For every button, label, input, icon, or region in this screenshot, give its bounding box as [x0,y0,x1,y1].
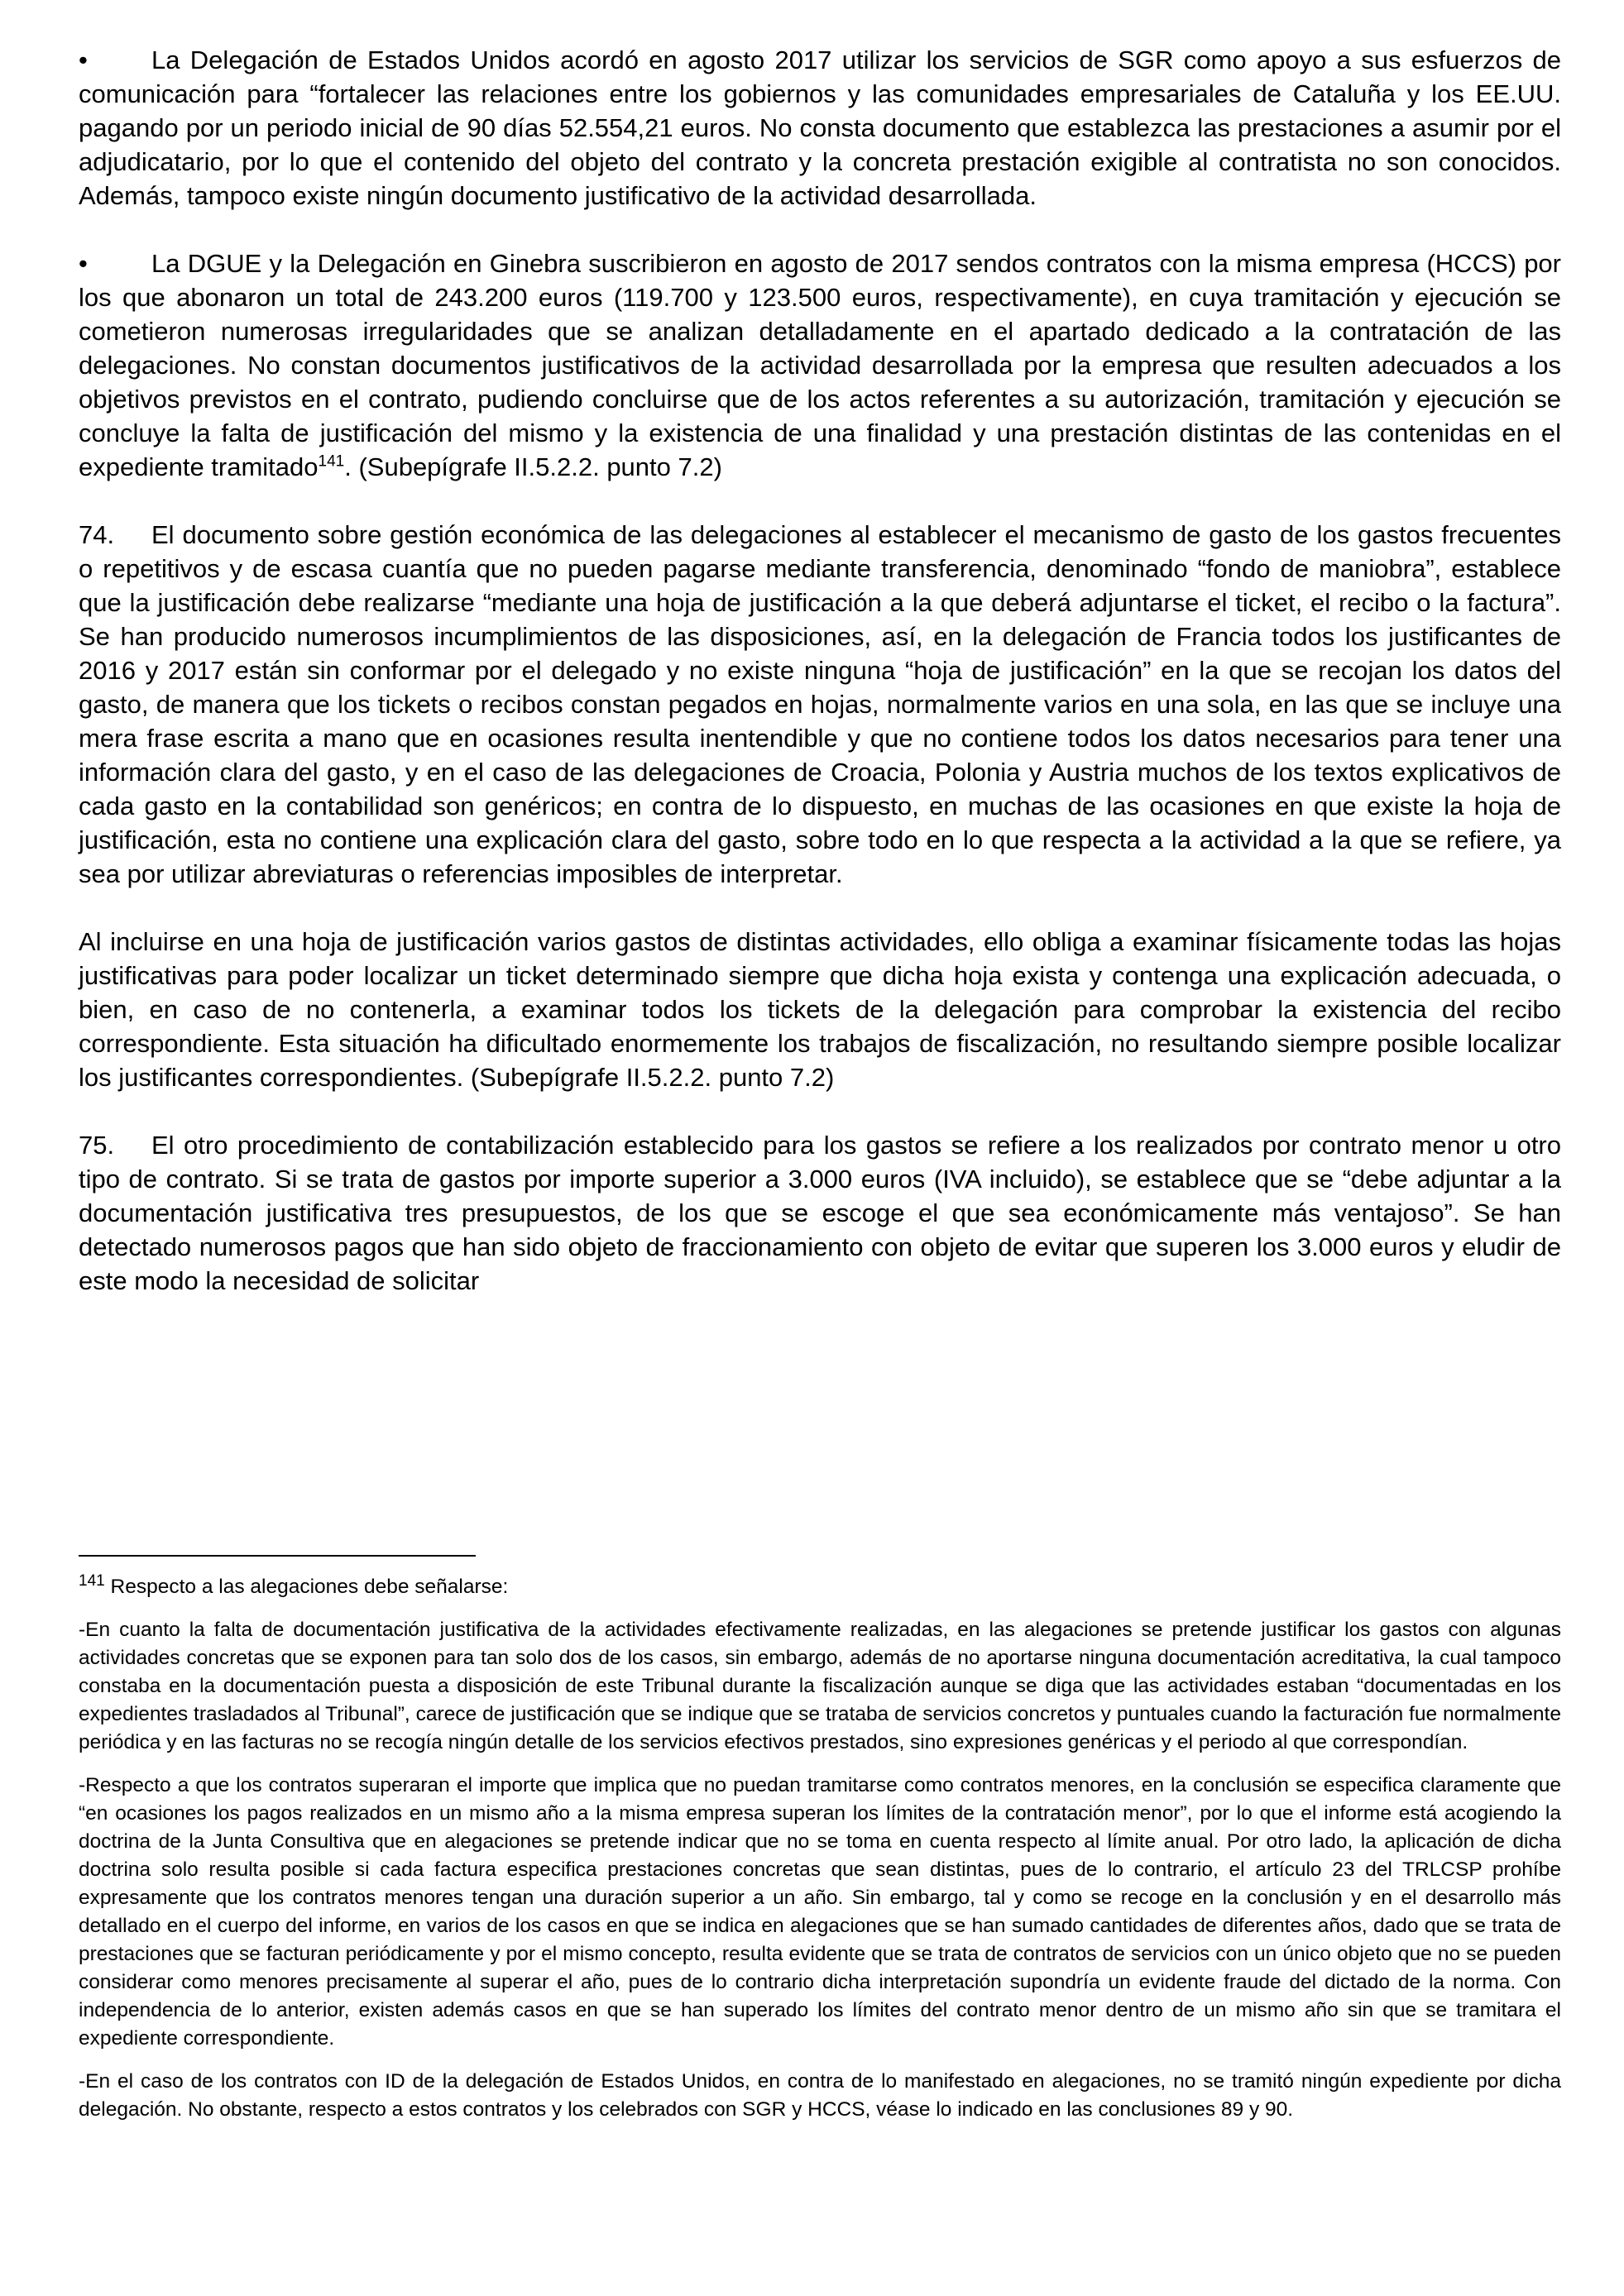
paragraph-text: El otro procedimiento de contabilización establecido para los gastos se refiere a los realizados por contrato menor u otro tipo de contrato. Si se trata de gastos por importe superior a 3.000 euros (IVA incluido), se establece que se “debe adjuntar a la documentación justificativa tres presupuestos, de los que se escoge el que sea económicamente más ventajoso”. Se han detectado numerosos pagos que han sido objeto de fraccionamiento con objeto de evitar que superen los 3.000 euros y eludir de este modo la necesidad de solicitar [79,1131,1561,1295]
footnote-number: 141 [79,1571,105,1590]
footnote-intro [79,1573,1561,1601]
document-body [79,43,1561,1332]
paragraph-text: La DGUE y la Delegación en Ginebra suscribieron en agosto de 2017 sendos contratos con la misma empresa (HCCS) por los que abonaron un total de 243.200 euros (119.700 y 123.500 euros, respectivamente), en cuya tramitación y ejecución se cometieron numerosas irregularidades que se analizan detalladamente en el apartado dedicado a la contratación de las delegaciones. No constan documentos justificativos de la actividad desarrollada por la empresa que resulten adecuados a los objetivos previstos en el contrato, pudiendo concluirse que de los actos referentes a su autorización, tramitación y ejecución se concluye la falta de justificación del mismo y la existencia de una finalidad y una prestación distintas de las contenidas en el expediente tramitado [79,249,1561,481]
footnote-reference[interactable]: 141 [318,452,345,471]
footnote-141 [79,1573,1561,2139]
footnote-paragraph-2: -Respecto a que los contratos superaran el importe que implica que no puedan tramitarse como contratos menores, en la conclusión se especifica claramente que “en ocasiones los pagos realizados en un mismo año a la misma empresa superan los límites de la contratación menor”, por lo que el informe está acogiendo la doctrina de la Junta Consultiva que en alegaciones se pretende indicar que no se toma en cuenta respecto al límite anual. Por otro lado, la aplicación de dicha doctrina solo resulta posible si cada factura especifica prestaciones concretas que sean distintas, pues de lo contrario, el artículo 23 del TRLCSP prohíbe expresamente que los contratos menores tengan una duración superior a un año. Sin embargo, tal y como se recoge en la conclusión y en el desarrollo más detallado en el cuerpo del informe, en varios de los casos en que se indica en alegaciones que se han sumado cantidades de diferentes años, dado que se trata de prestaciones que se facturan periódicamente y por el mismo concepto, resulta evidente que se trata de contratos de servicios con un único objeto que no se pueden considerar como menores precisamente al superar el año, pues de lo contrario dicha interpretación supondría un evidente fraude del dictado de la norma. Con independencia de lo anterior, existen además casos en que se han superado los límites del contrato menor dentro de un mismo año sin que se tramitara el expediente correspondiente. [79,1774,1561,2050]
paragraph-text: El documento sobre gestión económica de las delegaciones al establecer el mecanismo de gasto de los gastos frecuentes o repetitivos y de escasa cuantía que no pueden pagarse mediante transferencia, denominado “fondo de maniobra”, establece que la justificación debe realizarse “mediante una hoja de justificación a la que deberá adjuntarse el ticket, el recibo o la factura”. Se han producido numerosos incumplimientos de las disposiciones, así, en la delegación de Francia todos los justificantes de 2016 y 2017 están sin conformar por el delegado y no existe ninguna “hoja de justificación” en la que se recojan los datos del gasto, de manera que los tickets o recibos constan pegados en hojas, normalmente varios en una sola, en las que se incluye una mera frase escrita a mano que en ocasiones resulta inentendible y que no contiene todos los datos necesarios para tener una información clara del gasto, y en el caso de las delegaciones de Croacia, Polonia y Austria muchos de los textos explicativos de cada gasto en la contabilidad son genéricos; en contra de lo dispuesto, en muchas de las ocasiones en que existe la hoja de justificación, esta no contiene una explicación clara del gasto, sobre todo en lo que respecta a la actividad a la que se refiere, ya sea por utilizar abreviaturas o referencias imposibles de interpretar. [79,520,1561,888]
paragraph-74 [79,518,1561,891]
footnote-paragraph-1: -En cuanto la falta de documentación justificativa de la actividades efectivamente realizadas, en las alegaciones se pretende justificar los gastos con algunas actividades concretas que se exponen para tan solo dos de los casos, sin embargo, además de no aportarse ninguna documentación acreditativa, la cual tampoco constaba en la documentación puesta a disposición de este Tribunal durante la fiscalización aunque se diga que las actividades estaban “documentadas en los expedientes trasladados al Tribunal”, carece de justificación que se indique que se trataba de servicios concretos y puntuales cuando la facturación fue normalmente periódica y en las facturas no se recogía ningún detalle de los servicios efectivos prestados, sino expresiones genéricas y el periodo al que correspondían. [79,1619,1561,1753]
paragraph-text-end: . (Subepígrafe II.5.2.2. punto 7.2) [344,452,722,481]
footnote-separator [79,1555,476,1557]
paragraph-75 [79,1128,1561,1298]
footnote-paragraph-3: -En el caso de los contratos con ID de la delegación de Estados Unidos, en contra de lo manifestado en alegaciones, no se tramitó ningún expediente por dicha delegación. No obstante, respecto a estos contratos y los celebrados con SGR y HCCS, véase lo indicado en las conclusiones 89 y 90. [79,2070,1561,2121]
bullet-icon: • [79,249,88,278]
bullet-icon: • [79,45,88,74]
paragraph-number: 74. [79,520,115,549]
footnote-intro-text: Respecto a las alegaciones debe señalarse: [104,1576,509,1598]
paragraph-74-continued: Al incluirse en una hoja de justificación varios gastos de distintas actividades, ello obliga a examinar físicamente todas las hojas justificativas para poder localizar un ticket determinado siempre que dicha hoja exista y contenga una explicación adecuada, o bien, en caso de no contenerla, a examinar todos los tickets de la delegación para comprobar la existencia del recibo correspondiente. Esta situación ha dificultado enormemente los trabajos de fiscalización, no resultando siempre posible localizar los justificantes correspondientes. (Subepígrafe II.5.2.2. punto 7.2) [79,927,1561,1092]
paragraph-number: 75. [79,1131,115,1160]
bullet-paragraph-us-delegation [79,43,1561,213]
paragraph-text: La Delegación de Estados Unidos acordó en agosto 2017 utilizar los servicios de SGR como apoyo a sus esfuerzos de comunicación para “fortalecer las relaciones entre los gobiernos y las comunidades empresariales de Cataluña y los EE.UU. pagando por un periodo inicial de 90 días 52.554,21 euros. No consta documento que establezca las prestaciones a asumir por el adjudicatario, por lo que el contenido del objeto del contrato y la concreta prestación exigible al contratista no son conocidos. Además, tampoco existe ningún documento justificativo de la actividad desarrollada. [79,45,1561,210]
bullet-paragraph-dgue-geneva [79,246,1561,484]
